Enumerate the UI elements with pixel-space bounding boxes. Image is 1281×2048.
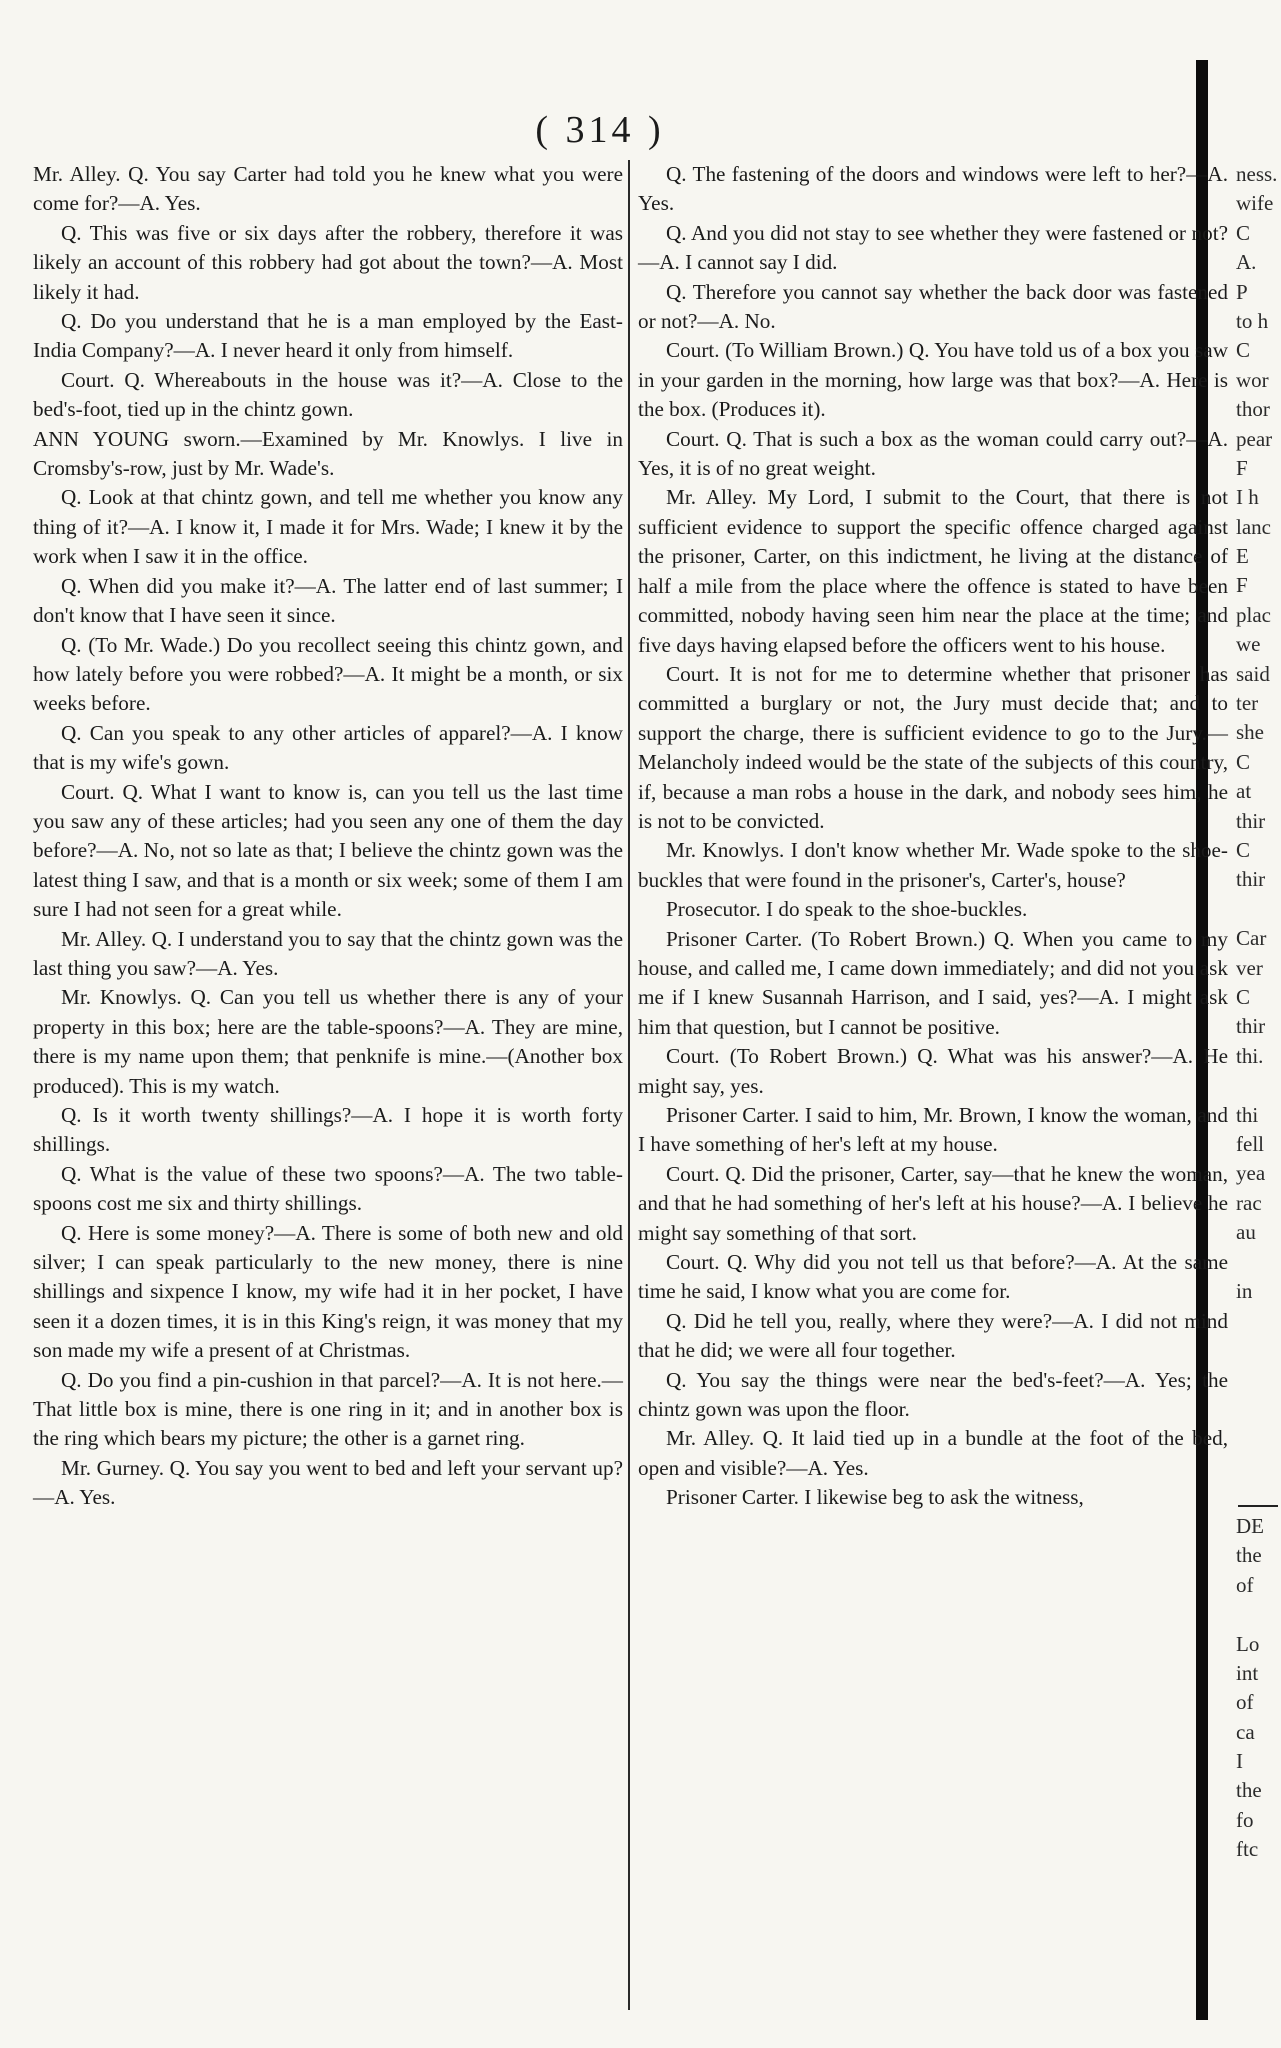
paragraph: Court. Q. Why did you not tell us that before?—A. At the same time he said, I know what you are come for. [638, 1250, 1228, 1304]
bleed-fragment: I h [1236, 485, 1259, 510]
bleed-fragment: the [1236, 1543, 1262, 1568]
bleed-fragment [1236, 1600, 1281, 1629]
bleed-fragment [1236, 1394, 1281, 1423]
bleed-fragment: Car [1236, 926, 1267, 951]
paragraph: Q. The fastening of the doors and windows were left to her?—A. Yes. [638, 162, 1228, 216]
witness-heading: ANN YOUNG sworn.—Examined by Mr. Knowlys. I live in Cromsby's-row, just by Mr. Wade's. [33, 426, 623, 481]
bleed-fragment: F [1236, 455, 1248, 480]
right-column [638, 160, 1228, 1513]
bleed-fragment: wor [1236, 367, 1269, 392]
bleed-fragment: pear [1236, 426, 1273, 451]
paragraph: Q. Is it worth twenty shillings?—A. I hope it is worth forty shillings. [33, 1103, 623, 1157]
bleed-fragment [1236, 1424, 1281, 1453]
bleed-fragment: int [1236, 1660, 1259, 1685]
paragraph: Q. This was five or six days after the robbery, therefore it was likely an account of this robbery had got about the town?—A. Most likely it had. [33, 220, 623, 304]
bleed-fragment: A. [1236, 250, 1257, 275]
paragraph: Q. (To Mr. Wade.) Do you recollect seeing this chintz gown, and how lately before you were robbed?—A. It might be a month, or six weeks before. [33, 632, 623, 716]
bleed-fragment: of [1236, 1572, 1254, 1597]
bleed-fragment: plac [1236, 602, 1271, 627]
bleed-fragment: ter [1236, 691, 1259, 716]
bleed-fragment: thir [1236, 867, 1266, 892]
bleed-fragment: yea [1236, 1161, 1266, 1186]
paragraph: Mr. Alley. My Lord, I submit to the Court, that there is not sufficient evidence to support the specific offence charged against the prisoner, Carter, on this indictment, he living at the distance of half a mile from the place where the offence is stated to have been committed, nobody having seen him near the place at the time; and five days having elapsed before the officers went to his house. [638, 485, 1228, 657]
bleed-fragment: au [1236, 1220, 1256, 1245]
bleed-fragment: DE [1236, 1513, 1264, 1538]
paragraph: Court. Q. That is such a box as the woman could carry out?—A. Yes, it is of no great weight. [638, 426, 1228, 481]
paragraph: Q. Do you understand that he is a man employed by the East-India Company?—A. I never heard it only from himself. [33, 309, 623, 363]
bleed-fragment: I [1236, 1749, 1243, 1774]
bleed-fragment [1236, 1306, 1281, 1335]
bleed-fragment: we [1236, 632, 1261, 657]
bleed-fragment: in [1236, 1278, 1253, 1303]
bleed-fragment: C [1236, 984, 1251, 1009]
paragraph: Q. And you did not stay to see whether they were fastened or not?—A. I cannot say I did. [638, 220, 1228, 275]
bleed-fragment: C [1236, 749, 1251, 774]
paragraph: Q. You say the things were near the bed's-feet?—A. Yes; the chintz gown was upon the floor. [638, 1367, 1228, 1422]
paragraph: Q. Here is some money?—A. There is some of both new and old silver; I can speak particularly to the new money, there is nine shillings and sixpence I know, my wife had it in her pocket, I have seen it a dozen times, it is in this King's reign, it was money that my son made my wife a present of at Christmas. [33, 1220, 623, 1363]
adjacent-page-rule [1238, 1505, 1278, 1507]
bleed-fragment: thi. [1236, 1043, 1264, 1068]
bleed-fragment: she [1236, 720, 1264, 745]
bleed-fragment [1236, 895, 1281, 924]
bleed-fragment: lanc [1236, 514, 1271, 539]
paragraph: Prisoner Carter. I said to him, Mr. Brown, I know the woman, and I have something of her's left at my house. [638, 1103, 1228, 1157]
bleed-fragment: wife [1236, 191, 1274, 216]
column-divider [628, 160, 630, 2010]
paragraph: Q. Did he tell you, really, where they were?—A. I did not mind that he did; we were all four together. [638, 1308, 1228, 1363]
paragraph: Court. Q. What I want to know is, can you tell us the last time you saw any of these articles; had you seen any one of them the day before?—A. No, not so late as that; I believe the chintz gown was the latest thing I saw, and that is a month or six week; some of them I am sure I had not seen for a great while. [33, 779, 623, 922]
left-column [33, 160, 623, 1513]
paragraph: Q. Can you speak to any other articles of apparel?—A. I know that is my wife's gown. [33, 720, 623, 775]
bleed-fragment: P [1236, 279, 1248, 304]
bleed-fragment: thi [1236, 1102, 1259, 1127]
bleed-fragment: thor [1236, 397, 1270, 422]
bleed-fragment: ca [1236, 1719, 1255, 1744]
bleed-fragment: ver [1236, 955, 1263, 980]
paragraph: Q. Look at that chintz gown, and tell me whether you know any thing of it?—A. I know it, I made it for Mrs. Wade; I knew it by the work when I saw it in the office. [33, 485, 623, 569]
bleed-fragment: fell [1236, 1131, 1264, 1156]
page-number: ( 314 ) [535, 109, 665, 151]
bleed-fragment: thir [1236, 1014, 1266, 1039]
bleed-fragment: C [1236, 220, 1251, 245]
paragraph: Mr. Knowlys. I don't know whether Mr. Wade spoke to the shoe-buckles that were found in the prisoner's, Carter's, house? [638, 838, 1228, 892]
bleed-fragment [1236, 1453, 1281, 1482]
paragraph: Court. It is not for me to determine whether that prisoner has committed a burglary or not, the Jury must decide that; and to support the charge, there is sufficient evidence to go to the Jury.—Melancholy indeed would be the state of the subjects of this country, if, because a man robs a house in the dark, and nobody sees him, he is not to be convicted. [638, 661, 1228, 833]
bleed-fragment: C [1236, 338, 1251, 363]
bleed-fragment [1236, 1365, 1281, 1394]
bleed-fragment: the [1236, 1778, 1262, 1803]
bleed-fragment [1236, 1247, 1281, 1276]
bleed-fragment: Lo [1236, 1631, 1260, 1656]
bleed-fragment: said [1236, 661, 1270, 686]
paragraph: Q. Therefore you cannot say whether the back door was fastened or not?—A. No. [638, 279, 1228, 334]
paragraph: Court. (To William Brown.) Q. You have told us of a box you saw in your garden in the morning, how large was that box?—A. Here is the box. (Produces it). [638, 338, 1228, 422]
bleed-fragment: at [1236, 779, 1252, 804]
paragraph: Prisoner Carter. (To Robert Brown.) Q. When you came to my house, and called me, I came down immediately; and did not you ask me if I knew Susannah Harrison, and I said, yes?—A. I might ask him that question, but I cannot be positive. [638, 926, 1228, 1039]
paragraph: Mr. Gurney. Q. You say you went to bed and left your servant up?—A. Yes. [33, 1455, 623, 1510]
paragraph: Q. What is the value of these two spoons?—A. The two table-spoons cost me six and thirty shillings. [33, 1161, 623, 1216]
paragraph: Q. When did you make it?—A. The latter end of last summer; I don't know that I have seen it since. [33, 573, 623, 628]
paragraph: Mr. Alley. Q. You say Carter had told you he knew what you were come for?—A. Yes. [33, 162, 623, 216]
bleed-fragment: thir [1236, 808, 1266, 833]
bleed-fragment: ness. [1236, 162, 1278, 186]
bleed-fragment: fo [1236, 1807, 1254, 1832]
adjacent-page-bleed [1236, 160, 1281, 1865]
paragraph: Mr. Alley. Q. I understand you to say that the chintz gown was the last thing you saw?—A. Yes. [33, 926, 623, 980]
paragraph: Court. Q. Whereabouts in the house was it?—A. Close to the bed's-foot, tied up in the chintz gown. [33, 367, 623, 422]
bleed-fragment: ftc [1236, 1837, 1259, 1862]
bleed-fragment: C [1236, 837, 1251, 862]
bleed-fragment [1236, 1336, 1281, 1365]
bleed-fragment: rac [1236, 1190, 1262, 1215]
paragraph: Mr. Alley. Q. It laid tied up in a bundle at the foot of the bed, open and visible?—A. Yes. [638, 1426, 1228, 1480]
bleed-fragment: E [1236, 544, 1249, 569]
paragraph: Court. Q. Did the prisoner, Carter, say—that he knew the woman, and that he had something of her's left at his house?—A. I believe he might say something of that sort. [638, 1161, 1228, 1245]
paragraph: Prisoner Carter. I likewise beg to ask the witness, [666, 1485, 1084, 1510]
bleed-fragment [1236, 1483, 1281, 1512]
bleed-fragment: of [1236, 1690, 1254, 1715]
paragraph: Court. (To Robert Brown.) Q. What was his answer?—A. He might say, yes. [638, 1044, 1228, 1098]
paragraph: Q. Do you find a pin-cushion in that parcel?—A. It is not here.—That little box is mine, there is one ring in it; and in another box is the ring which bears my picture; the other is a garnet ring. [33, 1367, 623, 1451]
paragraph: Prosecutor. I do speak to the shoe-buckles. [666, 897, 1028, 922]
bleed-fragment [1236, 1071, 1281, 1100]
bleed-fragment: F [1236, 573, 1248, 598]
bleed-fragment: to h [1236, 308, 1269, 333]
paragraph: Mr. Knowlys. Q. Can you tell us whether there is any of your property in this box; here are the table-spoons?—A. They are mine, there is my name upon them; that penknife is mine.—(Another box produced). This is my watch. [33, 985, 623, 1098]
